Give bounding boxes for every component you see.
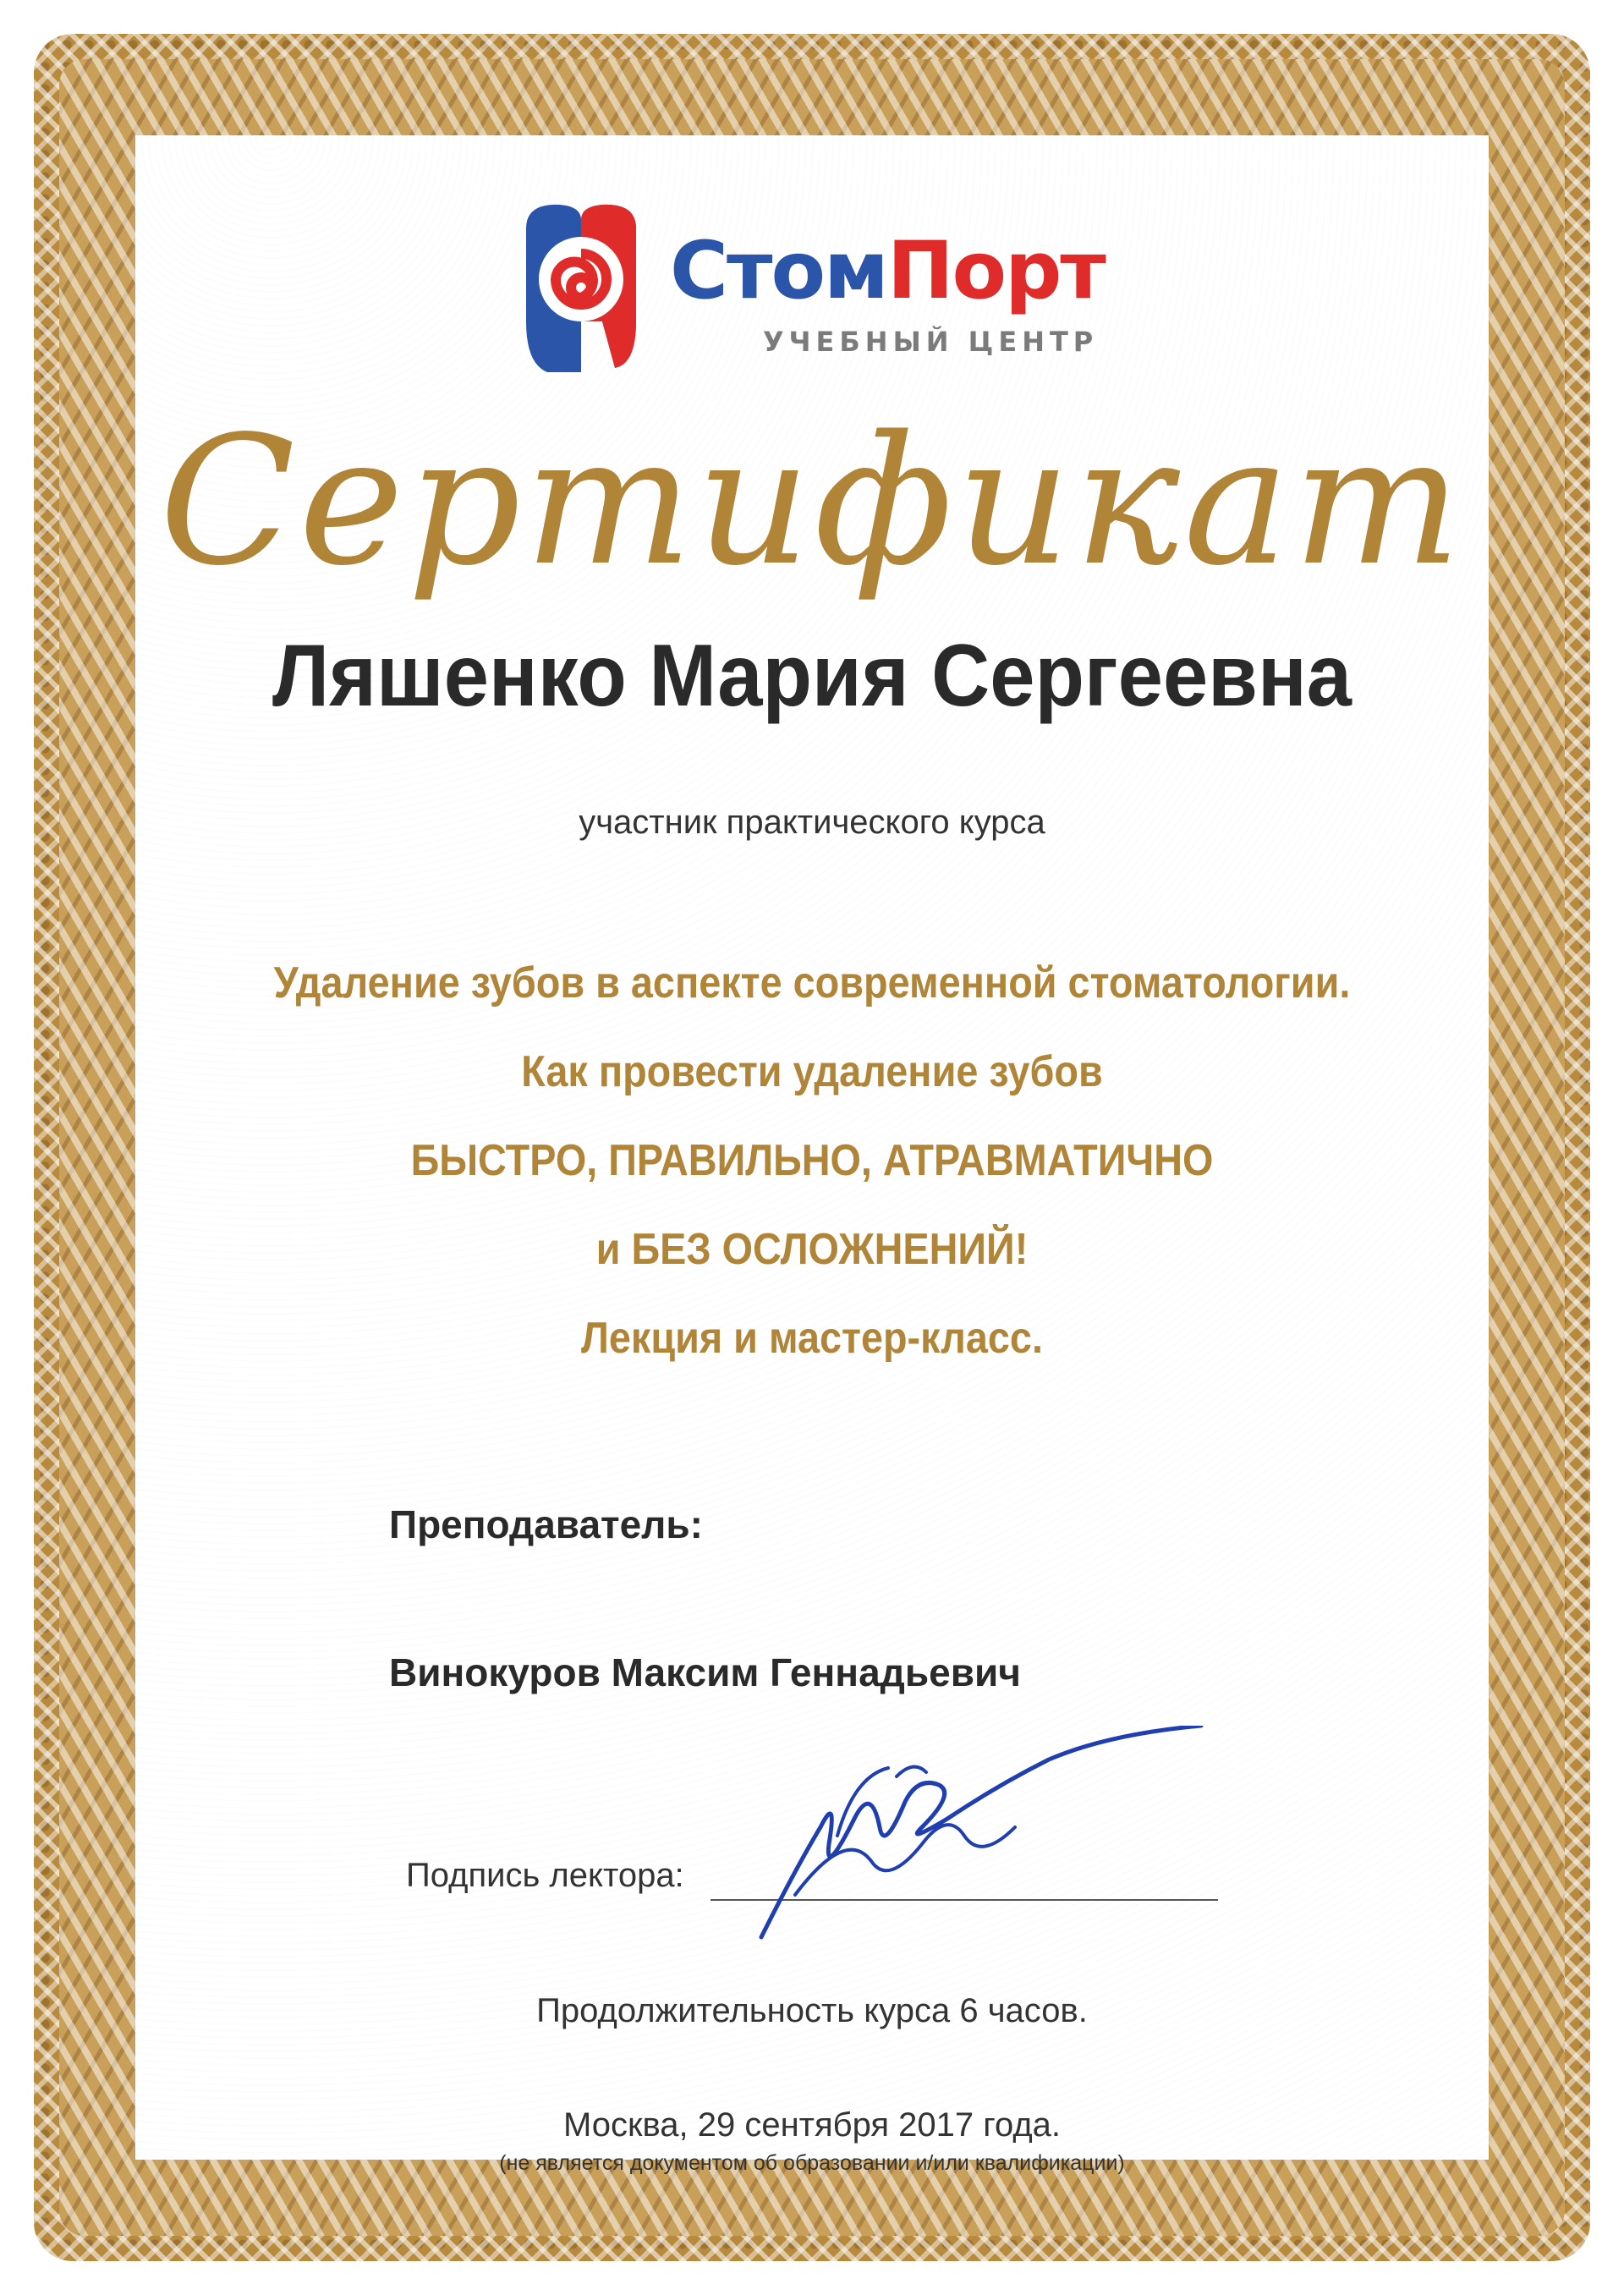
recipient-name: Ляшенко Мария Сергеевна (272, 627, 1352, 725)
recipient-role: участник практического курса (579, 804, 1045, 841)
brand-logo (509, 195, 1118, 389)
handwritten-signature (744, 1726, 1218, 1946)
tooth-spiral-icon (509, 195, 653, 381)
course-line: Лекция и мастер-класс. (581, 1314, 1043, 1363)
lecturer-name: Винокуров Максим Геннадьевич (389, 1650, 1021, 1694)
course-title (135, 939, 1489, 1383)
signature-label: Подпись лектора: (406, 1857, 684, 1894)
course-line: и БЕЗ ОСЛОЖНЕНИЙ! (595, 1225, 1029, 1274)
place-and-date: Москва, 29 сентября 2017 года. (562, 2106, 1062, 2144)
brand-name: СтомПорт (670, 225, 1105, 317)
brand-subtitle: УЧЕБНЫЙ ЦЕНТР (763, 326, 1099, 358)
lecturer-label: Преподаватель: (389, 1502, 703, 1546)
certificate-paper (135, 135, 1489, 2175)
course-line: Удаление зубов в аспекте современной стоматологии. (273, 958, 1351, 1007)
course-duration: Продолжительность курса 6 часов. (536, 1992, 1088, 2029)
course-line: БЫСТРО, ПРАВИЛЬНО, АТРАВМАТИЧНО (410, 1136, 1214, 1185)
course-line: Как провести удаление зубов (521, 1047, 1103, 1096)
disclaimer: (не является документом об образовании и/или квалификации) (499, 2151, 1125, 2175)
certificate-title: Сертификат (159, 398, 1465, 605)
